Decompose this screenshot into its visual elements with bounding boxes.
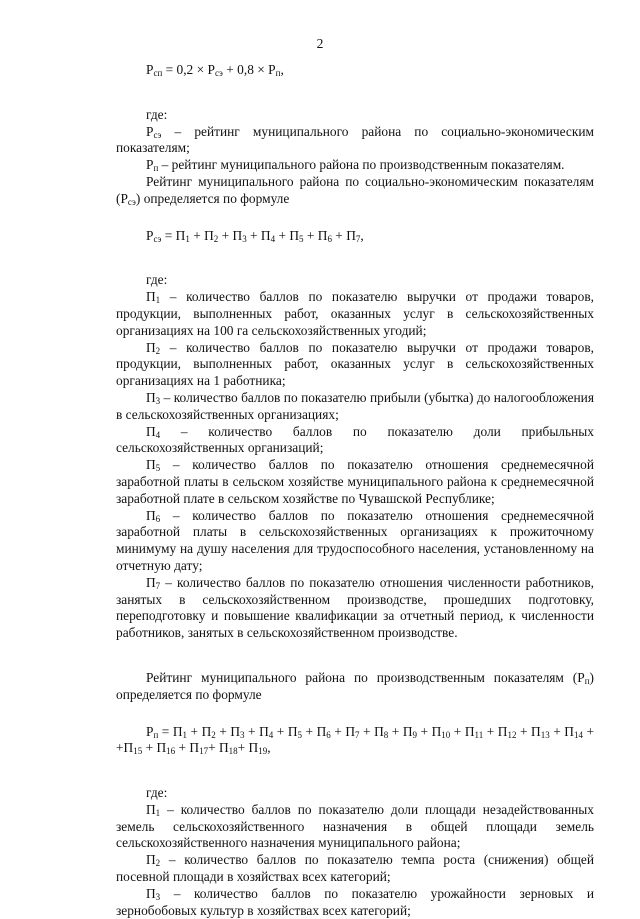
indicator-definition: $П_7$ – количество баллов по показателю отношения численности работников, занятых в сельскохозяйственном производстве, прошедших подготовку, переподготовку и повышение квалификации за отчетный период, к численности работников, занятых в сельскохозяйственном производстве. [116, 574, 594, 641]
document-body [116, 62, 594, 919]
production-indicator-list [116, 802, 594, 919]
indicator-definition: $П_1$ – количество баллов по показателю выручки от продажи товаров, продукции, выполненных работ, оказанных услуг в сельскохозяйственных организациях на 100 га сельскохозяйственных угодий; [116, 289, 594, 338]
rp-intro-paragraph: Рейтинг муниципального района по производственным показателям $(Р_п)$ определяется по формуле [116, 669, 594, 702]
indicator-definition: $П_3$ – количество баллов по показателю урожайности зерновых и зернобобовых культур в хозяйствах всех категорий; [116, 885, 594, 918]
indicator-definition: $П_3$ – количество баллов по показателю прибыли (убытка) до налогообложения в сельскохозяйственных организациях; [116, 389, 594, 422]
indicator-definition: $П_1$ – количество баллов по показателю доли площади незадействованных земель сельскохозяйственного назначения в общей площади земель сельскохозяйственного назначения муниципального района; [116, 801, 594, 851]
indicator-definition: $П_5$ – количество баллов по показателю отношения среднемесячной заработной платы в сельском хозяйстве муниципального района к среднемесячной заработной плате в сельском хозяйстве по Чувашской Республике; [116, 457, 594, 506]
formula-rp: $Р_п = П_1 + П_2 + П_3 + П_4 + П_5 + П_6 + П_7 + П_8 + П_9 + П_{10} + П_{11} + П_{12} + П_{13} + П_{14} + +П_{15} + П_{16} + П_{17}+ П_{18}+ П_{19}$, [116, 723, 595, 757]
se-indicator-list [116, 289, 594, 642]
definition-rse: $Р_{сэ}$ – рейтинг муниципального района по социально-экономическим показателям; [116, 123, 594, 156]
formula-rsp: $Р_{сп} = 0,2 \times Р_{сэ} + 0,8 \times Р_п$, [146, 62, 284, 78]
indicator-definition: $П_6$ – количество баллов по показателю отношения среднемесячной заработной платы в сельскохозяйственных организациях к прожиточному минимуму на душу населения для трудоспособного населения, установленному на отчетную дату; [116, 507, 594, 573]
where-label: где: [146, 106, 168, 122]
formula-rse: $Р_{сэ} = П_1 + П_2 + П_3 + П_4 + П_5 + П_6 + П_7$, [146, 227, 364, 244]
where-label: где: [146, 272, 168, 288]
rse-intro-paragraph: Рейтинг муниципального района по социально-экономическим показателям $(Р_{сэ})$ определяется по формуле [116, 173, 594, 207]
indicator-definition: $П_2$ – количество баллов по показателю темпа роста (снижения) общей посевной площади в хозяйствах всех категорий; [116, 852, 594, 885]
definition-rp: $Р_п$ – рейтинг муниципального района по производственным показателям. [146, 157, 565, 174]
page-number: 2 [316, 36, 324, 51]
where-label: где: [146, 785, 168, 801]
indicator-definition: $П_4$ – количество баллов по показателю доли прибыльных сельскохозяйственных организаций; [116, 423, 594, 456]
indicator-definition: $П_2$ – количество баллов по показателю выручки от продажи товаров, продукции, выполненных работ, оказанных услуг в сельскохозяйственных организациях на 1 работника; [116, 339, 594, 389]
